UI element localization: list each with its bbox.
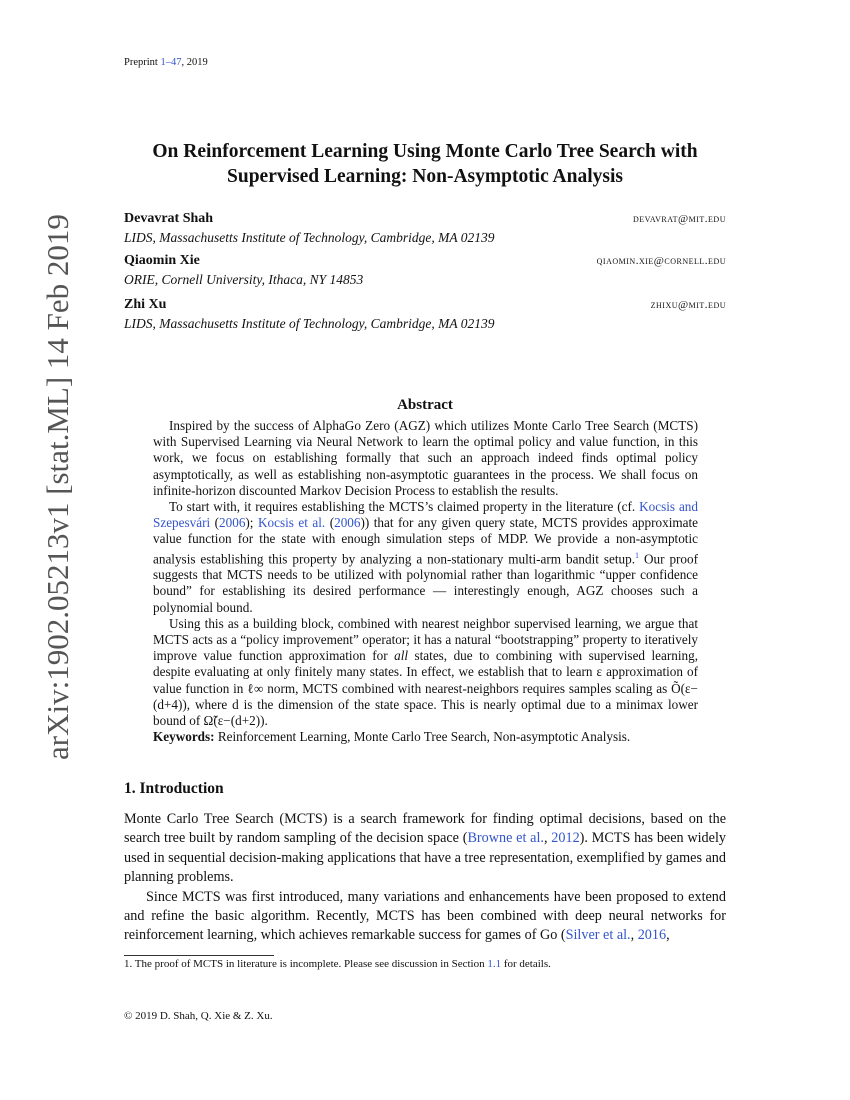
- keywords-label: Keywords:: [153, 729, 215, 745]
- citation-year-link[interactable]: 2012: [551, 830, 580, 847]
- abstract-paragraph-1: Inspired by the success of AlphaGo Zero (AGZ) which utilizes Monte Carlo Tree Search (MCTS) with Supervised Learning via Neural Network to learn the optimal policy and value function, in this work, we focus on establishing formally that such an approach indeed finds optimal policy asymptotically, as well as establishing non-asymptotic guarantees in the process. We shall focus on infinite-horizon discounted Markov Decision Process to establish the results.: [153, 418, 698, 498]
- citation-year-link[interactable]: 2016: [637, 927, 667, 944]
- abstract-paragraph-2: To start with, it requires establishing the MCTS’s claimed property in the literature (cf. Kocsis and Szepesvári (2006); Kocsis et al. (2006)) that for any given query state, MCTS provides approximate value function for the state with enough simulation steps of MDP. We provide a non-asymptotic analysis establishing this property by analyzing a non-stationary multi-arm bandit setup.$^1$ Our proof suggests that MCTS needs to be utilized with polynomial rather than logarithmic “upper confidence bound” for establishing its desired performance — interestingly enough, AGZ chooses such a polynomial bound.: [153, 499, 699, 615]
- author-name: Devavrat Shah: [124, 211, 214, 226]
- author-block: [124, 297, 726, 332]
- author-name: Qiaomin Xie: [124, 253, 200, 268]
- section-ref-link[interactable]: 1.1: [487, 958, 502, 970]
- arxiv-watermark: arXiv:1902.05213v1 [stat.ML] 14 Feb 2019: [40, 214, 75, 760]
- page-range-link[interactable]: 1–47: [160, 57, 182, 68]
- paper-title: [100, 139, 750, 189]
- citation-year-link[interactable]: 2006: [334, 515, 361, 531]
- intro-paragraph-2: Since MCTS was first introduced, many variations and enhancements have been proposed to extend and refine the basic algorithm. Recently, MCTS has been combined with deep neural networks for reinforcement learning, which achieves remarkable success for games of Go (Silver et al., 2016,: [124, 888, 726, 944]
- intro-paragraph-1: Monte Carlo Tree Search (MCTS) is a search framework for finding optimal decisions, based on the search tree built by random sampling of the decision space (Browne et al., 2012). MCTS has been widely used in sequential decision-making applications that have a tree representation, exemplified by games and planning problems.: [124, 811, 726, 886]
- preprint-label: Preprint: [124, 57, 158, 68]
- citation-year-link[interactable]: 2006: [219, 515, 246, 531]
- footnote: 1. The proof of MCTS in literature is incomplete. Please see discussion in Section 1.1 for details.: [124, 958, 551, 970]
- section-heading: 1. Introduction: [124, 780, 224, 797]
- author-affiliation: ORIE, Cornell University, Ithaca, NY 14853: [124, 272, 364, 287]
- citation-link[interactable]: Kocsis et al.: [257, 515, 326, 531]
- author-affiliation: LIDS, Massachusetts Institute of Technology, Cambridge, MA 02139: [124, 230, 495, 245]
- author-email: zhixu@mit.edu: [650, 299, 726, 311]
- title-line-1: On Reinforcement Learning Using Monte Carlo Tree Search with: [152, 141, 698, 162]
- author-block: [124, 211, 726, 246]
- citation-link[interactable]: Browne et al.: [467, 830, 544, 847]
- author-affiliation: LIDS, Massachusetts Institute of Technology, Cambridge, MA 02139: [124, 316, 495, 331]
- citation-link[interactable]: Silver et al.: [565, 927, 631, 944]
- intro-body: [124, 810, 726, 946]
- footnote-marker[interactable]: 1: [635, 550, 640, 560]
- author-name: Zhi Xu: [124, 297, 167, 312]
- abstract-heading: Abstract: [397, 397, 453, 413]
- keywords-text: Reinforcement Learning, Monte Carlo Tree Search, Non-asymptotic Analysis.: [214, 729, 631, 745]
- preprint-year: 2019: [186, 57, 208, 68]
- copyright-notice: © 2019 D. Shah, Q. Xie & Z. Xu.: [124, 1010, 273, 1022]
- abstract-body: [153, 418, 698, 745]
- title-line-2: Supervised Learning: Non-Asymptotic Analysis: [227, 166, 623, 187]
- author-email: qiaomin.xie@cornell.edu: [596, 255, 726, 267]
- footnote-rule: [124, 955, 274, 956]
- author-block: [124, 253, 726, 288]
- preprint-header: Preprint 1–47, 2019: [124, 57, 208, 68]
- author-email: devavrat@mit.edu: [632, 213, 726, 225]
- citation-link[interactable]: Kocsis and Szepesvári: [153, 499, 698, 531]
- keywords: [153, 729, 698, 745]
- abstract-paragraph-3: Using this as a building block, combined with nearest neighbor supervised learning, we argue that MCTS acts as a “policy improvement” operator; it has a natural “bootstrapping” property to iteratively improve value function approximation for all states, due to combining with supervised learning, despite evaluating at only finitely many states. In effect, we establish that to learn ε approximation of value function in ℓ∞ norm, MCTS combined with nearest-neighbors requires samples scaling as Õ(ε−(d+4)), where d is the dimension of the state space. This is nearly optimal due to a minimax lower bound of Ω̃(ε−(d+2)).: [153, 615, 698, 729]
